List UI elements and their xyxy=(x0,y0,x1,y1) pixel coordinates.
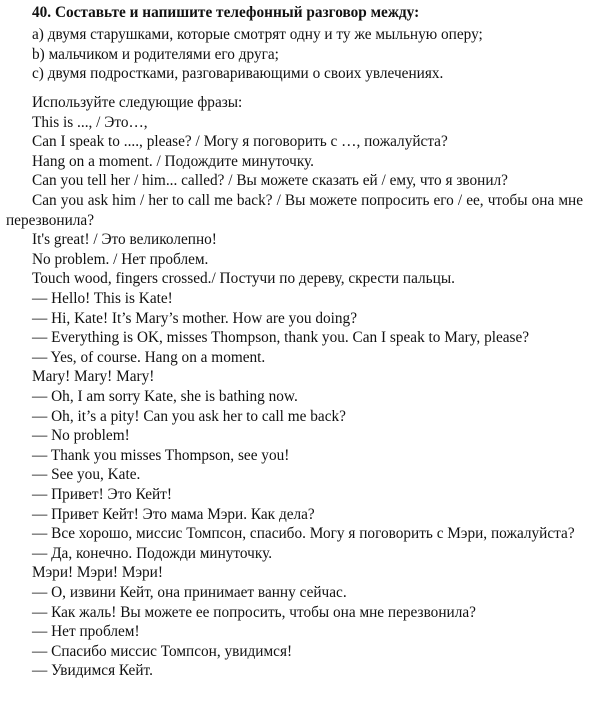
dialogue-line: — Спасибо миссис Томпсон, увидимся! xyxy=(32,642,293,660)
dialogue-line: — Привет! Это Кейт! xyxy=(32,485,172,503)
phrase-line: It's great! / Это великолепно! xyxy=(32,231,217,249)
dialogue-line: — Everything is OK, misses Thompson, thank you. Can I speak to Mary, please? xyxy=(32,329,530,347)
dialogue-line: — Hello! This is Kate! xyxy=(32,290,173,308)
dialogue-russian xyxy=(6,485,583,681)
dialogue-line: Мэри! Мэри! Мэри! xyxy=(32,564,163,582)
dialogue-line: — Все хорошо, миссис Томпсон, спасибо. Могу я поговорить с Мэри, пожалуйста? xyxy=(32,525,575,543)
dialogue-line: — Привет Кейт! Это мама Мэри. Как дела? xyxy=(32,505,315,523)
dialogue-line: Mary! Mary! Mary! xyxy=(32,368,155,386)
dialogue-line: — No problem! xyxy=(32,427,130,445)
dialogue-line: — See you, Kate. xyxy=(32,466,141,484)
dialogue-english xyxy=(6,289,583,485)
phrase-line: Can you tell her / him... called? / Вы можете сказать ей / ему, что я звонил? xyxy=(32,172,508,190)
phrase-line: No problem. / Нет проблем. xyxy=(32,250,209,268)
dialogue-line: — Увидимся Кейт. xyxy=(32,662,153,680)
dialogue-line: — Нет проблем! xyxy=(32,623,140,641)
task-option-a: a) двумя старушками, которые смотрят одну и ту же мыльную оперу; xyxy=(32,26,483,43)
dialogue-line: — О, извини Кейт, она принимает ванну сейчас. xyxy=(32,583,347,601)
task-title: 40. Составьте и напишите телефонный разговор между: xyxy=(32,4,420,21)
dialogue-line: — Yes, of course. Hang on a moment. xyxy=(32,348,266,366)
phrase-line: This is ..., / Это…, xyxy=(32,113,148,131)
dialogue-line: — Oh, it’s a pity! Can you ask her to call me back? xyxy=(32,407,346,425)
dialogue-line: — Как жаль! Вы можете ее попросить, чтобы она мне перезвонила? xyxy=(32,603,476,621)
phrase-line: Can I speak to ...., please? / Могу я поговорить с …, пожалуйста? xyxy=(32,133,448,151)
task-options xyxy=(6,25,583,84)
dialogue-line: — Hi, Kate! It’s Mary’s mother. How are you doing? xyxy=(32,309,357,327)
dialogue-line: — Thank you misses Thompson, see you! xyxy=(32,446,290,464)
task-option-c: c) двумя подростками, разговаривающими о своих увлечениях. xyxy=(32,65,444,83)
dialogue-line: — Да, конечно. Подожди минуточку. xyxy=(32,544,273,562)
phrase-line: Hang on a moment. / Подождите минуточку. xyxy=(32,152,314,170)
phrase-line: Touch wood, fingers crossed./ Постучи по дереву, скрести пальцы. xyxy=(32,270,455,288)
phrase-line: Can you ask him / her to call me back? / Вы можете попросить его / ее, чтобы она мне перезвонила? xyxy=(6,192,583,229)
phrases-section xyxy=(6,93,583,289)
phrases-intro: Используйте следующие фразы: xyxy=(32,94,243,112)
task-option-b: b) мальчиком и родителями его друга; xyxy=(32,45,279,63)
dialogue-line: — Oh, I am sorry Kate, she is bathing now. xyxy=(32,388,298,406)
